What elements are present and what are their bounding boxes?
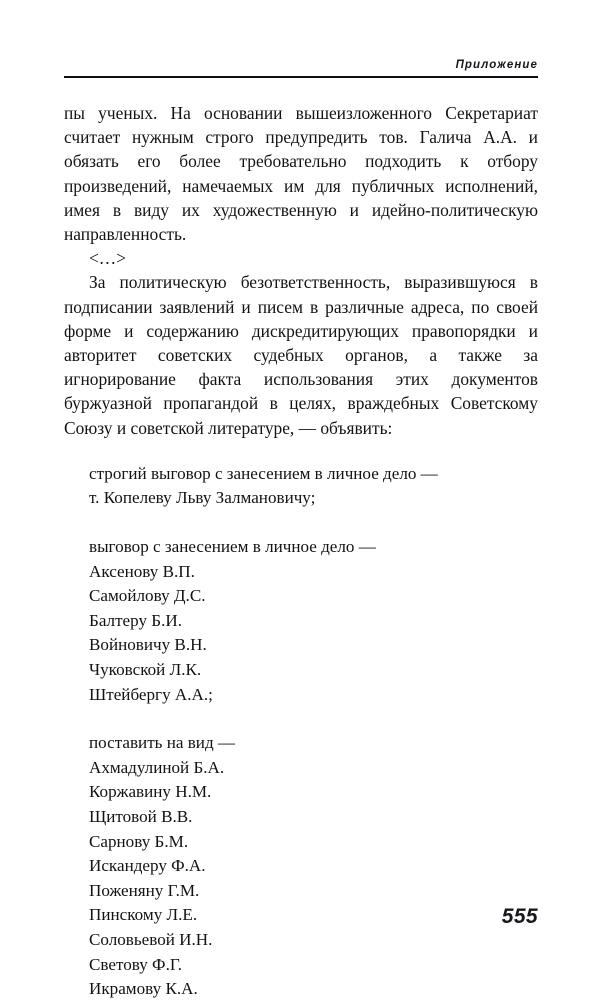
- paragraph-resolution: За политическую безответственность, выразившуюся в подписании заявлений и писем в различные адреса, по своей форме и содержанию дискредитирующих правопорядки и авторитет советских судебных органов, а также за игнорирование факта использования этих документов буржуазной пропагандой в целях, враждебных Советскому Союзу и советской литературе, — объявить:: [64, 272, 538, 438]
- verdict-name: Аксенову В.П.: [89, 561, 195, 581]
- verdict-group-reprimand: [89, 535, 538, 707]
- omission-marker: <…>: [89, 248, 127, 269]
- verdict-heading: строгий выговор с занесением в личное дело —: [89, 463, 438, 483]
- verdict-name: Самойлову Д.С.: [89, 586, 206, 606]
- verdict-list: [64, 462, 538, 1002]
- page-number: 555: [501, 905, 538, 928]
- running-head-rule: [64, 76, 538, 78]
- verdict-name: Икрамову К.А.: [89, 979, 198, 999]
- verdict-heading: поставить на вид —: [89, 733, 236, 753]
- verdict-heading: выговор с занесением в личное дело —: [89, 537, 376, 557]
- verdict-group-warning: [89, 731, 538, 1002]
- verdict-group-severe-reprimand: [89, 462, 538, 511]
- verdict-name: Штейбергу А.А.;: [89, 684, 213, 704]
- verdict-name: Искандеру Ф.А.: [89, 856, 206, 876]
- verdict-name: Чуковской Л.К.: [89, 660, 202, 679]
- verdict-name: Сарнову Б.М.: [89, 831, 189, 851]
- text-column: [64, 101, 538, 1002]
- verdict-name: т. Копелеву Льву Залмановичу;: [89, 488, 316, 508]
- verdict-name: Пинскому Л.Е.: [89, 905, 198, 925]
- verdict-name: Щитовой В.В.: [89, 806, 193, 826]
- verdict-name: Поженяну Г.М.: [89, 880, 200, 900]
- verdict-name: Светову Ф.Г.: [89, 954, 183, 974]
- verdict-name: Балтеру Б.И.: [89, 610, 182, 630]
- paragraph-continued: пы ученых. На основании вышеизложенного Секретариат считает нужным строго предупредить тов. Галича А.А. и обязать его более требовательно подходить к отбору произведений, намечаемых им для публичных исполнений, имея в виду их художественную и идейно-политическую направленность.: [64, 103, 538, 245]
- verdict-name: Войновичу В.Н.: [89, 635, 207, 655]
- running-head: [64, 58, 538, 78]
- running-head-title: Приложение: [455, 59, 538, 71]
- verdict-name: Коржавину Н.М.: [89, 782, 212, 802]
- verdict-name: Соловьевой И.Н.: [89, 929, 213, 949]
- verdict-name: Ахмадулиной Б.А.: [89, 757, 225, 777]
